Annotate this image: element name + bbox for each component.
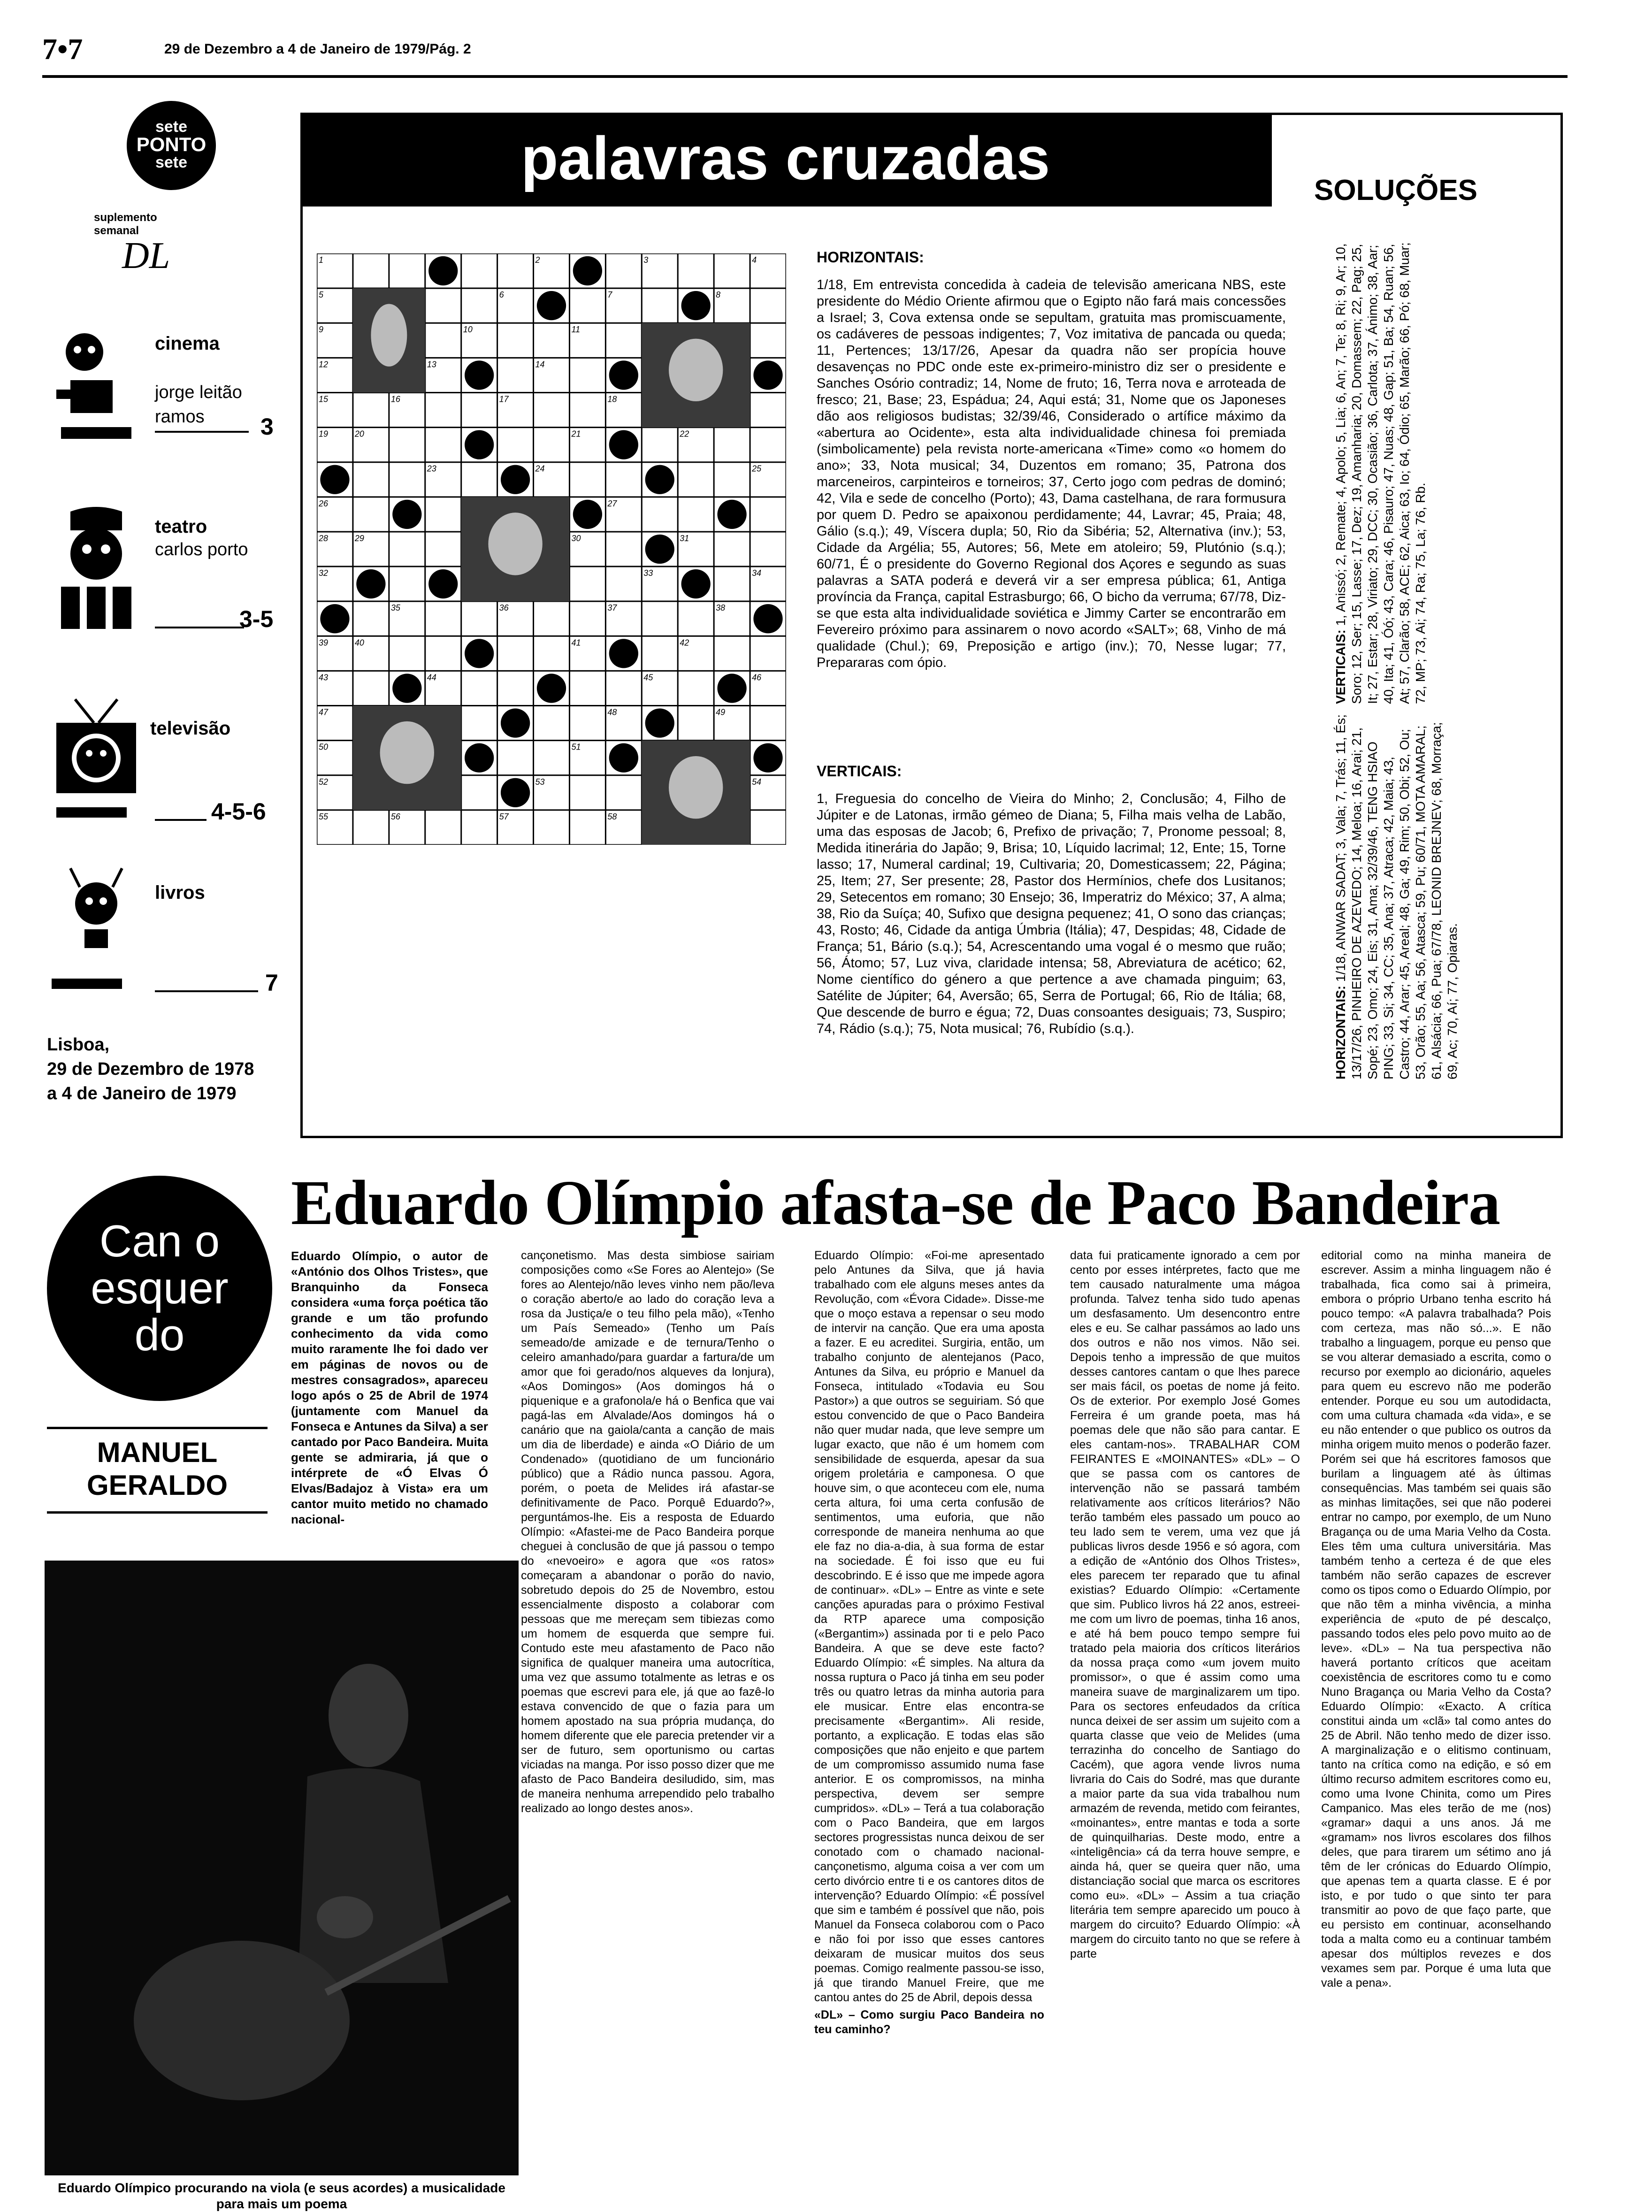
television-icon (47, 695, 145, 826)
grid-number: 17 (499, 394, 509, 404)
grid-number: 25 (752, 464, 762, 474)
grid-black-square (609, 360, 638, 390)
col3-final-question: «DL» – Como surgiu Paco Bandeira no teu caminho? (814, 2008, 1044, 2036)
horizontais-clues: 1/18, Em entrevista concedida à cadeia de televisão americana NBS, este presidente do Médio Oriente afirmou que o Egipto não fará mais concessões a Israel; 3, Cova extensa onde se sepultam, gratuita mas promiscuamente, os cadáveres de pessoas indigentes; 7, Voz imitativa de pancada ou queda; 11, Pertences; 13/17/26, Apesar da quadra não ser propícia houve desavenças no PDC onde este ex-primeiro-ministro diz ser o presidente e Sanches Osório contradiz; 14, Nome de fruto; 16, Terra nova e arroteada de fresco; 21, Base; 23, Espádua; 24, Aqui está; 31, Nome que os Japoneses dão aos religiosos budistas; 32/39/46, Considerado o artífice máximo da «abertura ao Ocidente», esta alta individualidade chinesa foi premiada (simbolicamente) pela revista norte-americana «Time» como «o homem do ano»; 33, Nota musical; 34, Duzentos em romano; 35, Patrona dos marceneiros, carpinteiros e torneiros; 37, Certo jogo com pedras de dominó; 42, Vila e sede de concelho (Porto); 43, Dama castelhana, de rara formusura por quem D. Pedro se apaixonou perdidamente; 44, Lavrar; 45, Praia; 48, Gálio (s.q.); 49, Víscera dupla; 50, Rio da Sibéria; 52, Alternativa (inv.); 53, Cidade da Argélia; 55, Autores; 56, Mete em atoleiro; 59, Plutónio (s.q.); 60/71, É o presidente do Governo Regional dos Açores e segundo as suas palavras a SATA poderá e deverá vir a ser empresa pública; 61, Antiga província da França, capital Estrasburgo; 66, O bicho da verruma; 67/78, Diz-se que esta alta individualidade soviética e Jimmy Carter se encontrarão em Fevereiro próximo para assinarem o novo acordo «SALT»; 68, Vinho de má qualidade (Chul.); 69, Preposição e artigo (inv.); 70, Nesse lugar; 77, Prepararas com ópio. (817, 277, 1286, 670)
masthead-logo: 7•7 (42, 32, 83, 66)
grid-black-square (392, 674, 421, 703)
canto-line3: do (134, 1310, 185, 1360)
grid-number: 26 (319, 498, 329, 508)
brand-line2: PONTO (136, 133, 206, 155)
grid-number: 15 (319, 394, 329, 404)
grid-number: 3 (643, 255, 649, 265)
grid-number: 21 (571, 429, 581, 439)
byline-rule-top (47, 1427, 268, 1429)
section-cinema-label[interactable]: cinema (155, 333, 220, 354)
grid-number: 1 (319, 255, 324, 265)
grid-number: 29 (354, 533, 364, 543)
grid-number: 58 (607, 811, 617, 821)
author-byline: MANUEL GERALDO (87, 1437, 228, 1501)
grid-black-square (609, 743, 638, 773)
grid-number: 48 (607, 707, 617, 717)
solutions-verticais (1333, 235, 1429, 704)
grid-number: 57 (499, 811, 509, 821)
sol-horiz-head: HORIZONTAIS: (1333, 985, 1348, 1079)
col5-text: editorial como na minha maneira de escrever. Assim a minha linguagem não é trabalhada, fica como sai à primeira, embora o próprio Urbano tenha escrito há pouco tempo: «A palavra trabalhada? Pois com certeza, mas não só...». E não trabalho a linguagem, porque eu penso que se vou alterar demasiado a escrita, como o recurso por exemplo ao dicionário, aqueles para quem eu escrevo não me poderão entender. Porque eu sou um autodidacta, com uma cultura chamada «da vida», e se eu não entender o que publico os outros da minha origem muito menos o poderão fazer. Porém sei que há escritores famosos que burilam a linguagem até às últimas consequências. Mas também sei quais são as minhas limitações, sei que não poderei entrar no campo, por exemplo, de um Nuno Bragança ou de uma Maria Velho da Costa. Eles têm uma cultura universitária. Mas também tenho a certeza é de que eles também não serão capazes de escrever como os tipos como o Eduardo Olímpio, por que não têm a minha vivência, a minha experiência de «puto de pé descalço, passando todos eles pelo povo muito ao de leve». «DL» – Na tua perspectiva não haverá portanto críticos que aceitam coexistência de escritores como tu e como Nuno Bragança ou Maria Velho da Costa? Eduardo Olímpio: «Exacto. A crítica constitui ainda um «clã» tal como antes do 25 de Abril. Não tenho medo de dizer isso. A marginalização e o elitismo continuam, tanto na crítica como na edição, e só em último recurso admitem escritores como eu, como uma Ivone Chinita, como um Pires Campanico. Mas eles terão de me (nos) «gramar» daqui a uns anos. Já me «gramam» nos livros escolares dos filhos deles, que para tirarem um sétimo ano já têm de ler crónicas do Eduardo Olímpio, que apenas tem a quarta classe. E é por isto, e por tudo o que sinto ter para transmitir ao povo de que faço parte, que eu persisto em continuar, aconselhando toda a malta como eu a continuar também apesar dos múltiplos revezes e dos vexames sem par. Porque é uma luta que vale a pena». (1321, 1249, 1551, 1990)
solutions-title: SOLUÇÕES (1314, 174, 1477, 207)
grid-number: 12 (319, 360, 329, 369)
section-cinema-author: jorge leitão ramos (155, 383, 242, 427)
grid-number: 45 (643, 673, 653, 682)
grid-number: 11 (571, 325, 581, 335)
grid-number: 42 (680, 638, 689, 648)
grid-black-square (465, 430, 494, 459)
article-col1 (291, 1248, 488, 1530)
grid-number: 49 (716, 707, 726, 717)
section-livros-rule (155, 990, 258, 992)
guitarist-photo (45, 1561, 519, 2175)
grid-black-square (681, 291, 711, 320)
grid-number: 54 (752, 777, 762, 787)
section-livros-label[interactable]: livros (155, 882, 205, 903)
grid-black-square (645, 465, 674, 494)
section-cinema-rule (155, 431, 249, 433)
grid-black-square (609, 430, 638, 459)
grid-number: 56 (390, 811, 400, 821)
grid-black-square (501, 465, 530, 494)
grid-black-square (501, 708, 530, 737)
article-col5 (1321, 1248, 1551, 1993)
brand-line1: sete (155, 118, 188, 136)
grid-black-square (392, 500, 421, 529)
verticais-heading: VERTICAIS: (817, 763, 902, 780)
grid-number: 13 (427, 360, 436, 369)
grid-black-square (717, 674, 746, 703)
dl-mark: DL (122, 235, 170, 276)
grid-number: 38 (716, 603, 726, 613)
grid-number: 9 (319, 325, 324, 335)
section-teatro-author: carlos porto (155, 540, 248, 559)
grid-number: 44 (427, 673, 436, 682)
grid-black-square (645, 535, 674, 564)
col4-text: data fui praticamente ignorado a cem por cento por esses intérpretes, facto que me tem causado naturalmente uma mágoa profunda. Talvez tenha sido tudo apenas um desfasamento. Um desencontro entre eles e eu. Se calhar passámos ao lado uns dos outros e não nos vimos. Não sei. Depois tenho a impressão de que muitos desses cantores cantam o que lhes parece ser mais fácil, os poetas de nome já feito. Os de exterior. Por exemplo José Gomes Ferreira é um grande poeta, mas há poemas dele que não são para cantar. E eles cantam-nos». TRABALHAR COM FEIRANTES E «MOINANTES» «DL» – O que se passa com os cantores de intervenção não se passará também relativamente aos críticos literários? Não terão também eles passado um pouco ao teu lado sem te verem, uma vez que já publicas livros desde 1956 e só agora, com a edição de «António dos Olhos Tristes», eles parecem ter reparado que tu afinal existias? Eduardo Olímpio: «Certamente que sim. Publico livros há 22 anos, estreei-me com um livro de poemas, tinha 16 anos, e até há bem pouco tempo sempre fui tratado pela maioria dos críticos literários da nossa praça como «um jovem muito promissor», o que é assim como uma maneira suave de marginalizarem um tipo. Para os sectores enfeudados da crítica nunca deixei de ser assim um sujeito com a quarta classe que veio de Melides (uma terrazinha do concelho de Santiago do Cacém), que agora vende livros numa livraria do Cais do Sodré, mas que durante a maior parte da sua vida trabalhou num armazém de revenda, metido com feirantes, «moinantes», entre mantas e toda a sorte de quinquilharias. Deste modo, entre a «inteligência» cá da terra houve sempre, e ainda há, quer se queira quer não, uma distanciação social que marca os escritores como eu». «DL» – Assim a tua criação literária tem sempre aparecido um pouco à margem do circuito? Eduardo Olímpio: «À margem do circuito tanto no que se refere à parte (1070, 1249, 1300, 1960)
grid-black-square (573, 500, 602, 529)
grid-black-square (501, 778, 530, 807)
grid-number: 55 (319, 811, 329, 821)
grid-number: 5 (319, 290, 324, 300)
theater-mask-icon (52, 502, 141, 634)
grid-number: 34 (752, 568, 762, 578)
grid-number: 18 (607, 394, 617, 404)
grid-black-square (320, 465, 349, 494)
grid-black-square (465, 360, 494, 390)
grid-number: 2 (535, 255, 540, 265)
grid-black-square (681, 569, 711, 598)
section-teatro-label[interactable]: teatro (155, 516, 207, 537)
place-date: Lisboa, 29 de Dezembro de 1978 a 4 de Janeiro de 1979 (47, 1035, 254, 1103)
grid-black-square (465, 743, 494, 773)
grid-number: 46 (752, 673, 762, 682)
sol-horiz-text: 1/18, ANWAR SADAT; 3, Vala; 7, Trás; 11, És; 13/17/26, PINHEIRO DE AZEVEDO; 14, Meloa; 16, Arai; 21, Sopé; 23, Omo; 24, Eis; 31, Ama; 32/39/46, TENG HSIAO PING; 33, Si; 34, CC; 35, Ana; 37, Atraca; 42, Maia; 43, Castro; 44, Arar; 45, Areal; 48, Ga; 49, Rim; 50, Obi; 52, Ou; 53, Orão; 55, Aa; 56, Atasca; 59, Pu; 60/71, MOTA AMARAL; 61, Alsácia; 66, Pua; 67/78, LEONID BREJNEV; 68, Morraça; 69, Ac; 70, Aí; 77, Opiaras. (1333, 714, 1460, 1079)
grid-number: 22 (680, 429, 689, 439)
article-col4 (1070, 1248, 1300, 1964)
grid-black-square (356, 569, 385, 598)
grid-number: 36 (499, 603, 509, 613)
crossword-grid (317, 253, 786, 845)
grid-number: 8 (716, 290, 721, 300)
grid-number: 30 (571, 533, 581, 543)
crossword-title (300, 113, 1272, 207)
grid-number: 24 (535, 464, 545, 474)
grid-number: 51 (571, 742, 581, 752)
grid-black-square (428, 256, 458, 285)
grid-black-square (465, 639, 494, 668)
grid-number: 35 (390, 603, 400, 613)
grid-number: 31 (680, 533, 689, 543)
grid-number: 50 (319, 742, 329, 752)
grid-black-square (537, 674, 566, 703)
section-teatro-page: 3-5 (239, 606, 274, 632)
col2-text: cançonetismo. Mas desta simbiose sairiam composições como «Se Fores ao Alentejo» (Se fores ao Alentejo/não leves vinho nem pão/leva o coração aberto/e ao lado do coração leva a rosa da Justiça/e o teu filho pela mão), «Tenho um País Semeado» (Tenho um País semeado/de amizade e de ternura/Tenho o celeiro amanhado/para guardar a fartura/de um amor que foi gerado/nos alqueves da lonjura), «Aos Domingos» (Aos domingos há o piquenique e a grafonola/e há o Benfica que vai pagá-las em Alvalade/Aos domingos há o canário que na gaiola/canta a canção de mais um dia de liberdade) e ainda «O Diário de um Condenado» (quotidiano de um funcionário público) que a Rádio nunca passou. Agora, porém, o poeta de Melides irá afastar-se definitivamente de Paco. Porquê Eduardo?», perguntámos-lhe. Eis a resposta de Eduardo Olímpio: «Afastei-me de Paco Bandeira porque cheguei à conclusão de que já passou o tempo do «nevoeiro» e agora que «os ratos» começaram a abandonar o porão do navio, sobretudo depois do 25 de Novembro, estou essencialmente disposto a colaborar com pessoas que me mereçam sem tibiezas como um homem de esquerda que sempre fui. Contudo este meu afastamento de Paco não significa de qualquer maneira uma autocrítica, uma vez que assumo totalmente as letras e os poemas que escrevi para ele, já que ao fazê-lo estava convencido de que o fazia para um homem apostado na sua própria mudança, do homem diferente que ele parecia pretender vir a ser de futuro, sem oportunismo ou cartas viciadas na manga. Por isso posso dizer que me afasto de Paco Bandeira desiludido, sim, mas de maneira nenhuma arrependido pelo trabalho realizado ao longo destes anos». (521, 1249, 774, 1815)
grid-number: 6 (499, 290, 504, 300)
grid-number: 4 (752, 255, 757, 265)
photo-caption: Eduardo Olímpico procurando na viola (e seus acordes) a musicalidade para mais um poema (58, 2181, 505, 2211)
article-col3 (814, 1248, 1044, 2040)
sete-ponto-sete-logo (127, 101, 216, 190)
grid-black-square (537, 291, 566, 320)
canto-line1: Can o (99, 1216, 220, 1266)
grid-number: 14 (535, 360, 545, 369)
grid-number: 19 (319, 429, 329, 439)
grid-number: 40 (354, 638, 364, 648)
film-projector-icon (52, 329, 136, 441)
brand-line3: sete (155, 153, 188, 171)
canto-line2: esquer (91, 1263, 229, 1313)
masthead-rule (42, 75, 1568, 78)
grid-number: 16 (390, 394, 400, 404)
col3-text: Eduardo Olímpio: «Foi-me apresentado pelo Antunes da Silva, que já havia trabalhado com ele alguns meses antes da Revolução, com «Évora Cidade». Disse-me que o moço estava a repensar o seu modo de intervir na canção. Que era uma aposta a fazer. E eu acreditei. Surgiria, então, um trabalho conjunto de alentejanos (Paco, Antunes da Silva, eu próprio e Manuel da Fonseca, intitulado «Todavia eu Sou Pastor») a que outros se seguiriam. Só que estou convencido de que o Paco Bandeira não quer mudar nada, que leve sempre um lugar exacto, que não é um homem com sensibilidade de esquerda, apesar da sua origem proletária e camponesa. O que houve sim, o que aconteceu com ele, numa certa altura, foi uma certa confusão de sentimentos, uma euforia, que não corresponde de maneira nenhuma ao que ele faz no dia-a-dia, à sua forma de estar na sociedade. É foi isso que eu fui descobrindo. E é isso que me impede agora de continuar». «DL» – Entre as vinte e sete canções apuradas para o próximo Festival da RTP aparece uma composição («Bergantim») assinada por ti e pelo Paco Bandeira. A que se deve este facto? Eduardo Olímpio: «É simples. Na altura da nossa ruptura o Paco já tinha em seu poder três ou quatro letras da minha autoria para ele musicar. Entre elas encontra-se precisamente «Bergantim». Ali reside, portanto, a explicação. E todas elas são composições que não enjeito e que partem de um compromisso assumido numa fase anterior. E os compromissos, na minha perspectiva, devem ser sempre cumpridos». «DL» – Terá a tua colaboração com o Paco Bandeira, que em largos sectores progressistas nunca deixou de ser conotado com o chamado nacional-cançonetismo, alguma coisa a ver com um certo divórcio entre ti e os cantores ditos de intervenção? Eduardo Olímpio: «É possível que sim e também é possível que não, pois Manuel da Fonseca colaborou com o Paco e não foi por isso que esses cantores deixaram de musicar muitos dos seus poemas. Comigo realmente passou-se isso, já que tirando Manuel Freire, que me cantou antes do 25 de Abril, depois dessa (814, 1249, 1044, 2004)
grid-number: 47 (319, 707, 329, 717)
book-reader-icon (47, 859, 145, 995)
col1-text: Eduardo Olímpio, o autor de «António dos Olhos Tristes», que Branquinho da Fonseca considera «uma força poética tão grande e um tão profundo conhecimento da vida como muito raramente lhe foi dado ver em páginas de novos ou de mestres consagrados», apareceu logo após o 25 de Abril de 1974 (juntamente com Manuel da Fonseca e Antunes da Silva) a ser cantado por Paco Bandeira. Muita gente se admiraria, já que o intérprete de «Ó Elvas Ó Elvas/Badajoz à Vista» era um cantor muito metido no chamado nacional- (291, 1249, 488, 1526)
grid-black-square (753, 604, 782, 633)
article-col2 (521, 1248, 774, 1819)
canto-esquerdo-logo (47, 1176, 272, 1401)
grid-black-square (753, 743, 782, 773)
grid-number: 37 (607, 603, 617, 613)
section-televisao-label[interactable]: televisão (150, 718, 231, 739)
horizontais-heading: HORIZONTAIS: (817, 249, 924, 266)
grid-number: 52 (319, 777, 329, 787)
grid-number: 32 (319, 568, 329, 578)
supplement-label: suplemento semanal (94, 211, 157, 237)
sol-vert-head: VERTICAIS: (1333, 629, 1348, 704)
grid-black-square (320, 604, 349, 633)
grid-number: 20 (354, 429, 364, 439)
grid-black-square (717, 500, 746, 529)
grid-number: 7 (607, 290, 612, 300)
grid-number: 23 (427, 464, 436, 474)
grid-number: 28 (319, 533, 329, 543)
article-headline: Eduardo Olímpio afasta-se de Paco Bandeira (291, 1168, 1500, 1238)
grid-black-square (645, 708, 674, 737)
grid-black-square (609, 639, 638, 668)
grid-black-square (428, 569, 458, 598)
grid-number: 10 (463, 325, 473, 335)
crossword-title-text: palavras cruzadas (521, 124, 1050, 192)
section-televisao-rule (155, 819, 206, 821)
grid-number: 41 (571, 638, 581, 648)
section-televisao-page: 4-5-6 (211, 798, 266, 825)
section-teatro-rule (155, 627, 244, 628)
byline-rule-bottom (47, 1511, 268, 1514)
section-livros-page: 7 (265, 970, 278, 996)
sol-vert-text: 1, Anissó; 2, Remate; 4, Apolo; 5, Lia; 6, An; 7, Te; 8, Ri; 9, Ar; 10, Soro; 12, Ser; 15, Lasse; 17, Dez; 19, Amanharia; 20, Domassem; 22, Pag; 25, It; 27, Estar; 28, Viriato; 29, DCC; 30, Ocasião; 36, Carlota; 37, Ánimo; 38, Aar; 40, Ita; 41, Óó; 43, Cara; 46, Pisauro; 47, Nuas; 48, Gap; 51, Ba; 54, Ruan; 56, At; 57, Clarão; 58, ACE; 62, Aica; 63, Io; 64, Ódio; 65, Marão; 66, Pó; 68, Muar; 72, MP; 73, Ai; 74, Ra; 75, La; 76, Rb. (1333, 242, 1428, 704)
grid-black-square (573, 256, 602, 285)
grid-black-square (753, 360, 782, 390)
verticais-clues: 1, Freguesia do concelho de Vieira do Minho; 2, Conclusão; 4, Filho de Júpiter e de Latonas, irmão gémeo de Diana; 5, Filha mais velha de Labão, uma das esposas de Jacob; 6, Prefixo de privação; 7, Pronome pessoal; 8, Medida itinerária do Japão; 9, Brisa; 10, Líquido lacrimal; 12, Ente; 15, Torne lasso; 17, Numeral cardinal; 19, Cultivaria; 20, Domesticassem; 22, Página; 25, Item; 27, Ser presente; 28, Pastor dos Hermínios, chefe dos Lusitanos; 29, Setecentos em romano; 30 Ensejo; 36, Imperatriz do México; 37, A alma; 38, Rio da Suíça; 40, Sufixo que designa pequenez; 41, O sono das crianças; 43, Rosto; 46, Cidade da antiga Úmbria (Itália); 47, Despidas; 48, Cidade de França; 51, Bário (s.q.); 54, Acrescentando uma vogal é o mesmo que ruão; 56, Átomo; 57, Luz viva, claridade intensa; 58, Abreviatura de acético; 62, Nome científico do género a que pertence a ave chamada pinguim; 63, Satélite de Júpiter; 64, Aversão; 65, Serra de Portugal; 66, Rio de Itália; 68, Que descende de burro e égua; 72, Duas consoantes desiguais; 73, Suspiro; 74, Rádio (s.q.); 75, Nota musical; 76, Rubídio (s.q.). (817, 791, 1286, 1036)
masthead-date: 29 de Dezembro a 4 de Janeiro de 1979/Pág. 2 (164, 41, 471, 57)
section-cinema-page: 3 (260, 413, 274, 440)
grid-number: 39 (319, 638, 329, 648)
grid-number: 33 (643, 568, 653, 578)
grid-number: 27 (607, 498, 617, 508)
grid-number: 53 (535, 777, 545, 787)
solutions-horizontais (1333, 713, 1461, 1079)
grid-number: 43 (319, 673, 329, 682)
